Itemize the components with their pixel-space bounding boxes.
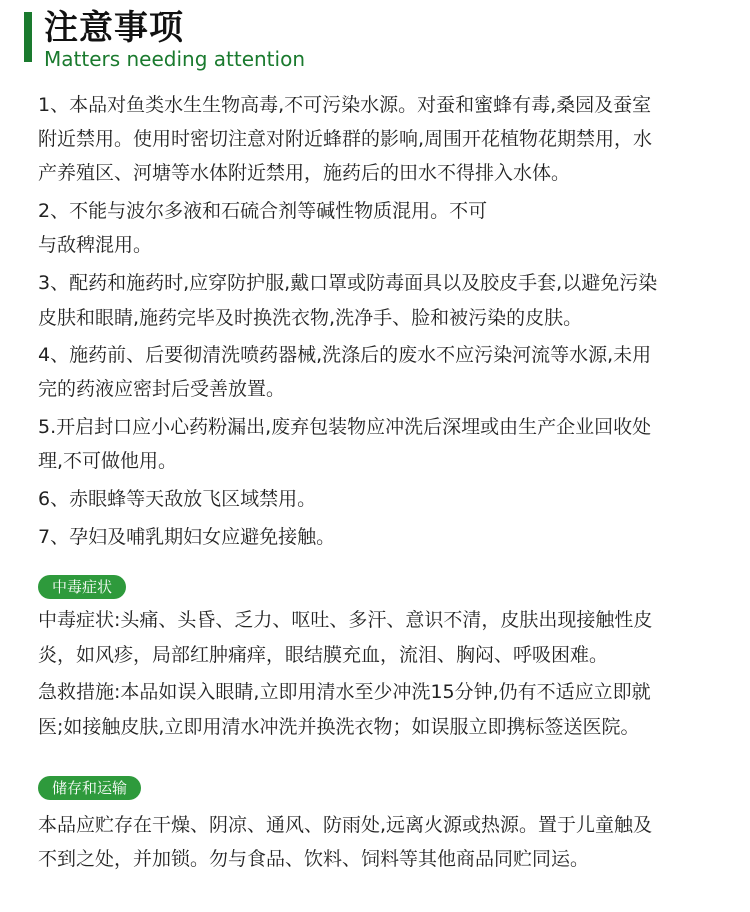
note-line: 与敌稗混用。 (38, 234, 153, 256)
note-line: 5.开启封口应小心药粉漏出,废弃包装物应冲洗后深埋或由生产企业回收处 (38, 416, 652, 438)
note-line: 4、施药前、后要彻清洗喷药器械,洗涤后的废水不应污染河流等水源,未用 (38, 344, 652, 366)
first-aid-line: 急救措施:本品如误入眼睛,立即用清水至少冲洗15分钟,仍有不适应立即就 (38, 681, 651, 703)
first-aid-line: 医;如接触皮肤,立即用清水冲洗并换洗衣物；如误服立即携标签送医院。 (38, 716, 640, 738)
note-line: 6、赤眼蜂等天敌放飞区域禁用。 (38, 488, 317, 510)
poisoning-section-badge: 中毒症状 (38, 575, 126, 599)
note-line: 2、不能与波尔多液和石硫合剂等碱性物质混用。不可 (38, 200, 488, 222)
title-accent-bar (24, 12, 32, 62)
page-subtitle: Matters needing attention (44, 47, 305, 71)
note-line: 完的药液应密封后受善放置。 (38, 378, 286, 400)
note-line: 附近禁用。使用时密切注意对附近蜂群的影响,周围开花植物花期禁用，水 (38, 128, 653, 150)
poisoning-line: 炎，如风疹，局部红肿痛痒，眼结膜充血，流泪、胸闷、呼吸困难。 (38, 644, 609, 666)
storage-line: 本品应贮存在干燥、阴凉、通风、防雨处,远离火源或热源。置于儿童触及 (38, 814, 653, 836)
note-line: 7、孕妇及哺乳期妇女应避免接触。 (38, 526, 336, 548)
note-line: 皮肤和眼睛,施药完毕及时换洗衣物,洗净手、脸和被污染的皮肤。 (38, 307, 583, 329)
note-line: 产养殖区、河塘等水体附近禁用，施药后的田水不得排入水体。 (38, 162, 571, 184)
storage-section-badge: 储存和运输 (38, 776, 141, 800)
poisoning-line: 中毒症状:头痛、头昏、乏力、呕吐、多汗、意识不清，皮肤出现接触性皮 (38, 609, 653, 631)
note-line: 1、本品对鱼类水生生物高毒,不可污染水源。对蚕和蜜蜂有毒,桑园及蚕室 (38, 94, 652, 116)
storage-line: 不到之处，并加锁。勿与食品、饮料、饲料等其他商品同贮同运。 (38, 848, 590, 870)
note-line: 3、配药和施药时,应穿防护服,戴口罩或防毒面具以及胶皮手套,以避免污染 (38, 272, 658, 294)
page-title: 注意事项 (44, 8, 184, 48)
note-line: 理,不可做他用。 (38, 450, 178, 472)
